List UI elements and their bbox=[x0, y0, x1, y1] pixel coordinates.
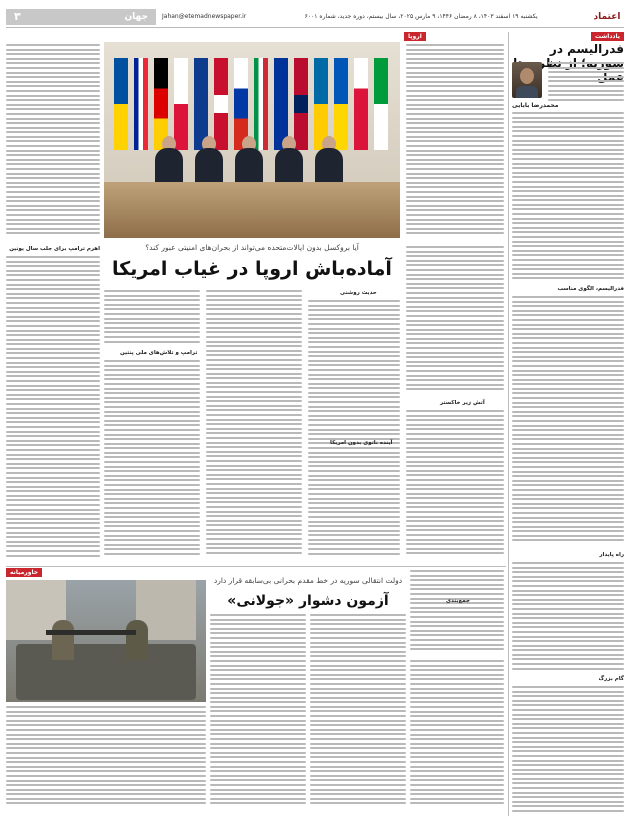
column-author: محمدرضا بابایی bbox=[512, 102, 559, 109]
column-subhead-3: گام بزرگ bbox=[598, 676, 624, 682]
syria-body-col-2 bbox=[310, 614, 406, 814]
newspaper-logo: اعتماد bbox=[593, 11, 621, 22]
europe-subhead-ash: آتش زیر خاکستر bbox=[440, 400, 485, 406]
europe-side-text-top bbox=[6, 44, 100, 238]
europe-lead-text bbox=[406, 44, 504, 236]
europe-headline: آماده‌باش اروپا در غیاب امریکا bbox=[112, 258, 392, 280]
tag-europe: اروپا bbox=[404, 32, 426, 41]
issue-info: یکشنبه ۱۹ اسفند ۱۴۰۳، ۸ رمضان ۱۴۴۶، ۹ مارس ۲۰۲۵، سال بیستم، دوره جدید، شماره ۶۰۰۱ bbox=[304, 13, 538, 20]
column-body-4 bbox=[512, 686, 624, 812]
europe-side-text-bottom bbox=[6, 256, 100, 562]
column-intro bbox=[548, 62, 624, 102]
europe-body-col-3b bbox=[104, 360, 200, 562]
syria-body-col-3 bbox=[410, 660, 504, 814]
europe-subhead-nato: آینده ناتوی بدون امریکا bbox=[330, 440, 393, 446]
column-title: فدرالیسم در نظریه bbox=[526, 42, 624, 70]
europe-body-col-3a bbox=[104, 290, 200, 346]
syria-kicker: دولت انتقالی سوریه در خط مقدم بحرانی بی‌سابقه قرار دارد bbox=[213, 576, 403, 585]
europe-byline: حدیث روشنی bbox=[340, 290, 377, 296]
opinion-column bbox=[512, 32, 624, 814]
europe-body-col-0b bbox=[406, 410, 504, 560]
syria-body-col-1 bbox=[210, 614, 306, 814]
syria-text-right-top bbox=[410, 570, 504, 654]
tag-middle-east: خاورمیانه bbox=[6, 568, 42, 577]
column-subhead-2: راه پایدار bbox=[599, 552, 624, 558]
column-divider bbox=[508, 32, 509, 816]
section-banner bbox=[6, 9, 156, 25]
column-body-2 bbox=[512, 296, 624, 546]
section-name: جهان bbox=[124, 11, 148, 22]
column-subhead-1: فدرالیسم، الگوی مناسب bbox=[557, 286, 624, 292]
europe-subhead-summary: جمع‌بندی bbox=[446, 598, 470, 604]
page-number: ۳ bbox=[14, 10, 21, 23]
column-body-3 bbox=[512, 562, 624, 672]
syria-body-under-photo bbox=[6, 706, 206, 814]
summit-photo bbox=[104, 42, 400, 238]
column-body-1 bbox=[512, 112, 624, 282]
europe-sidebar-subhead: اهرم ترامپ برای جلب سال یونین bbox=[9, 246, 100, 252]
syria-headline: آزمون دشوار «جولانی» bbox=[227, 593, 389, 609]
europe-subhead-trump: ترامپ و تلاش‌های ملی پنتین bbox=[120, 350, 198, 356]
europe-body-col-1 bbox=[308, 300, 400, 562]
europe-kicker: آیا بروکسل بدون ایالات‌متحده می‌تواند از بحران‌های امنیتی عبور کند؟ bbox=[145, 243, 359, 252]
section-email[interactable]: Jahan@etemadnewspaper.ir bbox=[162, 13, 247, 20]
section-divider bbox=[6, 566, 506, 567]
page-header bbox=[6, 6, 624, 28]
europe-body-col-2 bbox=[206, 290, 302, 562]
syria-photo bbox=[6, 580, 206, 702]
author-photo bbox=[512, 62, 542, 98]
tag-note: یادداشت bbox=[591, 32, 624, 41]
europe-body-col-0a bbox=[406, 246, 504, 396]
